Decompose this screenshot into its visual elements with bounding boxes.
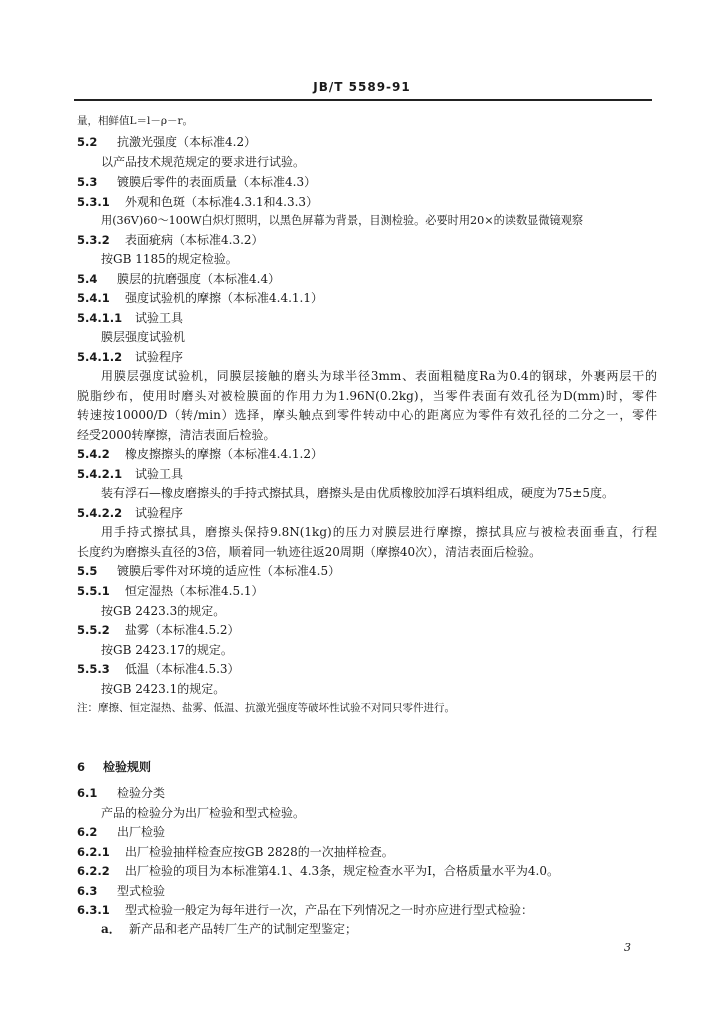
section-title: 恒定湿热（本标准4.5.1） xyxy=(125,584,264,598)
section-title: 出厂检验 xyxy=(117,825,166,839)
section-title: 表面疵病（本标准4.3.2） xyxy=(125,233,264,247)
section-6-2-1 xyxy=(77,844,394,860)
chapter-6-heading xyxy=(77,759,151,775)
chapter-number: 6 xyxy=(77,760,86,774)
text-line: 产品的检验分为出厂检验和型式检验。 xyxy=(101,806,306,820)
section-5-5-3 xyxy=(77,661,240,677)
section-title: 试验程序 xyxy=(135,506,184,520)
section-number: 5.4.1.1 xyxy=(77,311,123,325)
section-number: 5.3 xyxy=(77,175,98,189)
section-title: 试验工具 xyxy=(135,311,184,325)
section-title: 强度试验机的摩擦（本标准4.4.1.1） xyxy=(125,291,323,305)
text-line: 量，相鲜值L＝l－ρ－r。 xyxy=(77,115,194,127)
section-title: 镀膜后零件的表面质量（本标准4.3） xyxy=(117,175,317,189)
section-number: 5.4.1 xyxy=(77,291,110,305)
section-title: 试验程序 xyxy=(135,350,184,364)
section-title: 出厂检验抽样检查应按GB 2828的一次抽样检查。 xyxy=(125,845,394,859)
section-5-4 xyxy=(77,271,280,287)
section-5-5-2 xyxy=(77,622,240,638)
section-5-3-1 xyxy=(77,194,318,210)
section-number: 5.4.1.2 xyxy=(77,350,123,364)
section-6-3-1 xyxy=(77,902,533,918)
section-number: 5.3.2 xyxy=(77,233,110,247)
section-6-2 xyxy=(77,824,165,840)
list-item-a xyxy=(101,921,357,937)
text-line: 用(36V)60～100W白炽灯照明，以黑色屏幕为背景，目测检验。必要时用20×的读数显微镜观察 xyxy=(101,214,584,227)
section-title: 出厂检验的项目为本标准第4.1、4.3条，规定检查水平为Ⅰ，合格质量水平为4.0。 xyxy=(125,864,559,878)
section-5-3 xyxy=(77,174,316,190)
text-line: 膜层强度试验机 xyxy=(101,330,186,344)
section-number: 5.2 xyxy=(77,135,98,149)
note: 注：摩擦、恒定湿热、盐雾、低温、抗激光强度等破坏性试验不对同只零件进行。 xyxy=(77,702,455,714)
section-number: 6.2.2 xyxy=(77,864,110,878)
list-marker: a． xyxy=(101,922,121,936)
section-number: 6.3.1 xyxy=(77,903,110,917)
section-5-4-1 xyxy=(77,290,323,306)
text-line: 长度约为磨擦头直径的3倍，顺着同一轨迹往返20周期（摩擦40次），清洁表面后检验。 xyxy=(77,545,542,559)
section-title: 型式检验一般定为每年进行一次，产品在下列情况之一时亦应进行型式检验： xyxy=(125,903,534,917)
text-line: 按GB 2423.3的规定。 xyxy=(101,604,226,618)
section-5-4-1-2 xyxy=(77,349,183,365)
text-line: 以产品技术规范规定的要求进行试验。 xyxy=(101,155,306,169)
text-line: 用膜层强度试验机，同膜层接触的磨头为球半径3mm、表面粗糙度Ra为0.4的钢球，外裹两层干的 xyxy=(101,369,657,383)
section-number: 5.5 xyxy=(77,564,98,578)
section-title: 抗激光强度（本标准4.2） xyxy=(117,135,257,149)
section-6-2-2 xyxy=(77,863,559,879)
section-5-2 xyxy=(77,134,256,150)
section-6-3 xyxy=(77,883,165,899)
section-5-4-2-2 xyxy=(77,505,183,521)
chapter-title: 检验规则 xyxy=(103,760,152,774)
section-title: 型式检验 xyxy=(117,884,166,898)
section-number: 5.5.2 xyxy=(77,623,110,637)
section-5-5 xyxy=(77,563,340,579)
section-title: 外观和色斑（本标准4.3.1和4.3.3） xyxy=(125,195,319,209)
section-5-3-2 xyxy=(77,232,264,248)
section-number: 5.4.2.1 xyxy=(77,467,123,481)
section-title: 盐雾（本标准4.5.2） xyxy=(125,623,240,637)
section-number: 5.4.2.2 xyxy=(77,506,123,520)
section-5-4-2-1 xyxy=(77,466,183,482)
section-number: 5.3.1 xyxy=(77,195,110,209)
text-line: 装有浮石—橡皮磨擦头的手持式擦拭具，磨擦头是由优质橡胶加浮石填料组成，硬度为75±5度。 xyxy=(101,486,614,500)
text-line: 转速按10000/D（转/min）选择，摩头触点到零件转动中心的距离应为零件有效孔径的二分之一，零件 xyxy=(77,408,657,422)
section-title: 低温（本标准4.5.3） xyxy=(125,662,240,676)
section-number: 5.4 xyxy=(77,272,98,286)
text-line: 经受2000转摩擦，清洁表面后检验。 xyxy=(77,428,276,442)
section-number: 6.2.1 xyxy=(77,845,110,859)
header-rule xyxy=(74,99,652,101)
text-line: 按GB 1185的规定检验。 xyxy=(101,252,238,266)
section-number: 6.1 xyxy=(77,786,98,800)
text-line: 脱脂纱布，使用时磨头对被检膜面的作用力为1.96N(0.2kg)，当零件表面有效孔径为D(mm)时，零件 xyxy=(77,389,657,403)
section-5-4-1-1 xyxy=(77,310,183,326)
text-line: 用手持式擦拭具，磨擦头保持9.8N(1kg)的压力对膜层进行摩擦，擦拭具应与被检表面垂直，行程 xyxy=(101,525,657,539)
section-number: 6.2 xyxy=(77,825,98,839)
text-line: 按GB 2423.17的规定。 xyxy=(101,643,233,657)
section-5-4-2 xyxy=(77,446,323,462)
section-title: 检验分类 xyxy=(117,786,166,800)
section-6-1 xyxy=(77,785,165,801)
section-number: 5.4.2 xyxy=(77,447,110,461)
section-title: 镀膜后零件对环境的适应性（本标准4.5） xyxy=(117,564,341,578)
section-number: 6.3 xyxy=(77,884,98,898)
section-title: 膜层的抗磨强度（本标准4.4） xyxy=(117,272,281,286)
standard-code-header: JB/T 5589-91 xyxy=(313,80,411,94)
section-title: 橡皮擦擦头的摩擦（本标准4.4.1.2） xyxy=(125,447,323,461)
list-text: 新产品和老产品转厂生产的试制定型鉴定； xyxy=(129,922,358,936)
section-title: 试验工具 xyxy=(135,467,184,481)
section-number: 5.5.1 xyxy=(77,584,110,598)
section-5-5-1 xyxy=(77,583,264,599)
section-number: 5.5.3 xyxy=(77,662,110,676)
page-number: 3 xyxy=(624,941,631,954)
text-line: 按GB 2423.1的规定。 xyxy=(101,682,226,696)
